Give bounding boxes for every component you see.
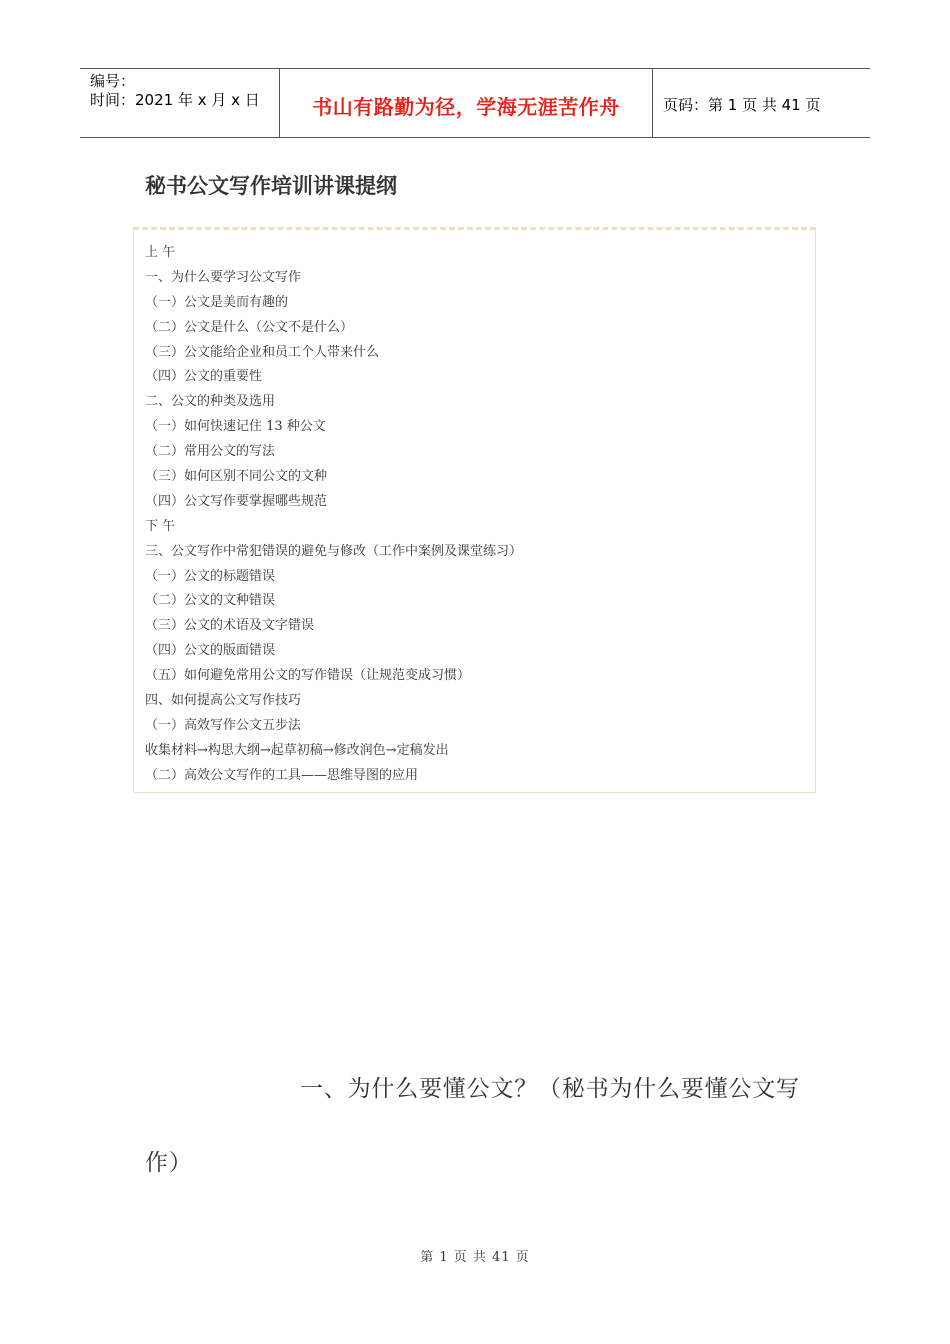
header-page-number: 页码：第 1 页 共 41 页 xyxy=(663,95,821,114)
outline-line: （五）如何避免常用公文的写作错误（让规范变成习惯） xyxy=(145,668,471,684)
header-info-cell xyxy=(80,69,280,137)
header-motto: 书山有路勤为径，学海无涯苦作舟 xyxy=(280,69,653,137)
outline-line: （三）公文能给企业和员工个人带来什么 xyxy=(145,344,380,360)
outline-line: 收集材料→构思大纲→起草初稿→修改润色→定稿发出 xyxy=(145,742,449,758)
outline-line: 一、为什么要学习公文写作 xyxy=(145,269,302,285)
outline-line: 三、公文写作中常犯错误的避免与修改（工作中案例及课堂练习） xyxy=(145,543,523,559)
outline-line: （二）公文是什么（公文不是什么） xyxy=(145,319,354,335)
date-label: 时间：2021 年 x 月 x 日 xyxy=(90,91,260,109)
outline-line: 下 午 xyxy=(145,518,176,534)
course-outline-box xyxy=(133,227,816,793)
serial-number-label: 编号： xyxy=(90,72,136,90)
outline-line: （二）高效公文写作的工具——思维导图的应用 xyxy=(145,767,419,783)
section-heading: 一、为什么要懂公文？（秘书为什么要懂公文写作） xyxy=(145,1076,800,1176)
document-title: 秘书公文写作培训讲课提纲 xyxy=(145,173,397,198)
outline-line: （四）公文写作要掌握哪些规范 xyxy=(145,493,328,509)
outline-line: 上 午 xyxy=(145,245,176,260)
outline-line: 四、如何提高公文写作技巧 xyxy=(145,693,302,709)
outline-line: （一）高效写作公文五步法 xyxy=(145,717,302,733)
outline-line: 二、公文的种类及选用 xyxy=(145,394,276,410)
outline-line: （四）公文的版面错误 xyxy=(145,643,276,659)
outline-line: （一）公文的标题错误 xyxy=(145,568,276,584)
outline-line: （一）公文是美而有趣的 xyxy=(145,294,289,310)
outline-line: （四）公文的重要性 xyxy=(145,369,263,385)
outline-line: （三）公文的术语及文字错误 xyxy=(145,618,315,634)
outline-line: （二）常用公文的写法 xyxy=(145,444,276,460)
outline-line: （一）如何快速记住 13 种公文 xyxy=(145,419,326,435)
page-header xyxy=(80,68,870,138)
outline-line: （三）如何区别不同公文的文种 xyxy=(145,469,328,485)
outline-line: （二）公文的文种错误 xyxy=(145,593,276,609)
page-footer: 第 1 页 共 41 页 xyxy=(420,1250,530,1265)
